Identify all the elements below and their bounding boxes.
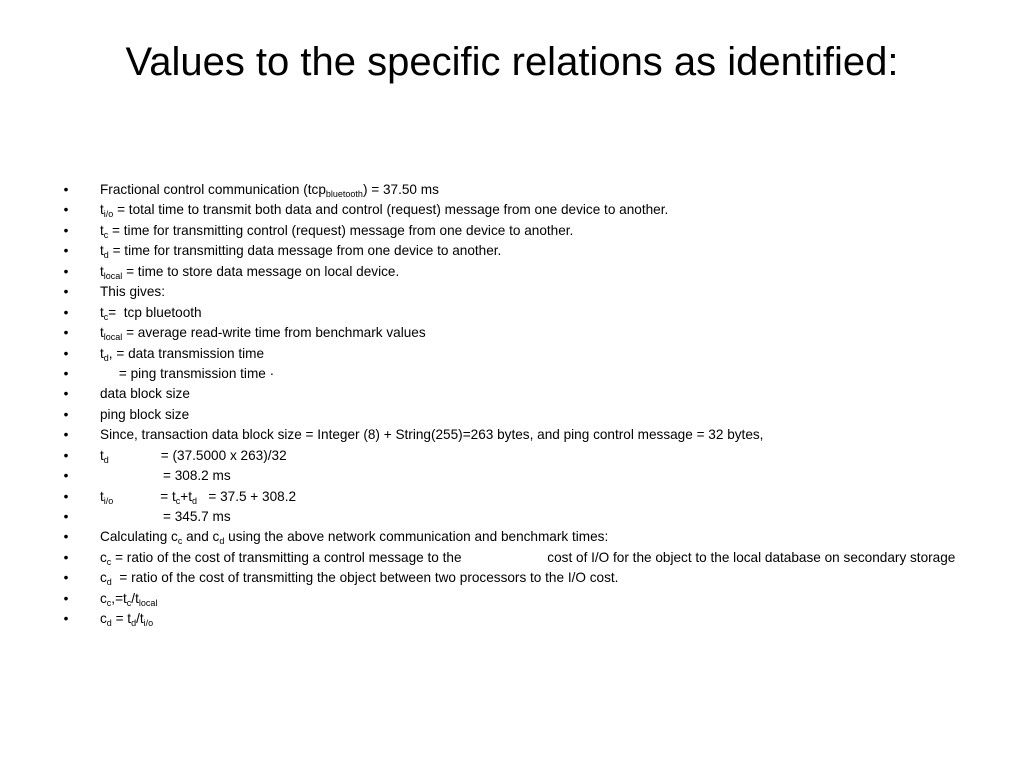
- bullet-icon: •: [63, 222, 69, 238]
- text-run: c: [100, 549, 107, 565]
- subscript: c: [126, 597, 132, 608]
- text-run: t: [100, 222, 104, 238]
- text-run: = ping transmission time ·: [100, 365, 275, 381]
- text-run: t: [100, 243, 104, 259]
- text-run: = average read-write time from benchmark values: [122, 325, 426, 341]
- item-text: [100, 488, 960, 505]
- text-run: and c: [182, 529, 220, 545]
- list-item: [60, 365, 960, 382]
- list-item: [60, 385, 960, 402]
- list-item: [60, 324, 960, 341]
- bullet-icon: •: [63, 447, 69, 463]
- subscript: d: [192, 495, 198, 506]
- text-run: = t: [160, 488, 176, 504]
- text-run: c: [100, 611, 107, 627]
- bullet-icon: •: [63, 365, 69, 381]
- item-text: [100, 222, 960, 239]
- text-run: +t: [180, 488, 193, 504]
- text-run: ) = 37.50 ms: [362, 182, 439, 197]
- subscript: c: [103, 311, 109, 322]
- bullet-icon: •: [63, 529, 69, 545]
- list-item: [60, 242, 960, 259]
- subscript: local: [103, 332, 123, 343]
- list-item: [60, 467, 960, 484]
- subscript: local: [138, 597, 158, 608]
- text-run: = time for transmitting data message from one device to another.: [108, 243, 502, 259]
- bullet-icon: •: [63, 182, 69, 197]
- subscript: d: [219, 536, 225, 547]
- item-text: [100, 283, 960, 300]
- slide-title: Values to the specific relations as identified:: [125, 40, 899, 84]
- list-item: [60, 610, 960, 627]
- text-run: /t: [136, 611, 144, 627]
- text-run: data block size: [100, 386, 190, 402]
- subscript: c: [177, 536, 183, 547]
- item-text: [100, 549, 960, 566]
- text-run: = ratio of the cost of transmitting the object between two processors to the I/O cost.: [111, 570, 619, 586]
- item-text: [100, 365, 960, 382]
- subscript: d: [106, 618, 112, 629]
- text-run: = time for transmitting control (request) message from one device to another.: [108, 222, 574, 238]
- item-text: [100, 508, 960, 525]
- text-run: = tcp bluetooth: [108, 304, 202, 320]
- text-run: using the above network communication and benchmark times:: [224, 529, 609, 545]
- bullet-icon: •: [63, 263, 69, 279]
- text-run: ,=t: [111, 590, 127, 606]
- text-run: c: [100, 570, 107, 586]
- text-run: This gives:: [100, 284, 165, 300]
- text-run: t: [100, 447, 104, 463]
- item-text: [100, 304, 960, 321]
- list-item: [60, 447, 960, 464]
- list-item: [60, 304, 960, 321]
- text-run: t: [100, 263, 104, 279]
- subscript: c: [175, 495, 181, 506]
- text-run: /t: [131, 590, 139, 606]
- item-text: [100, 426, 960, 443]
- text-run: = (37.5000 x 263)/32: [160, 447, 287, 463]
- item-text: [100, 610, 960, 627]
- text-run: t: [100, 345, 104, 361]
- item-text: [100, 590, 960, 607]
- text-run: t: [100, 304, 104, 320]
- bullet-icon: •: [63, 325, 69, 341]
- subscript: d: [103, 352, 109, 363]
- subscript: d: [103, 454, 109, 465]
- text-run: t: [100, 488, 104, 504]
- item-text: [100, 201, 960, 218]
- bullet-icon: •: [63, 386, 69, 402]
- list-item: [60, 345, 960, 362]
- bullet-icon: •: [63, 304, 69, 320]
- item-text: [100, 528, 960, 545]
- bullet-icon: •: [63, 570, 69, 586]
- text-run: cost of I/O for the object to the local database on secondary storage: [547, 549, 956, 565]
- bullet-icon: •: [63, 202, 69, 218]
- bullet-icon: •: [63, 488, 69, 504]
- item-text: [100, 447, 960, 464]
- list-item: [60, 201, 960, 218]
- list-item: [60, 263, 960, 280]
- text-run: Fractional control communication (tcp: [100, 182, 326, 197]
- item-text: [100, 345, 960, 362]
- text-run: t: [100, 325, 104, 341]
- subscript: c: [106, 597, 112, 608]
- item-text: [100, 324, 960, 341]
- list-item: [60, 528, 960, 545]
- bullet-icon: •: [63, 243, 69, 259]
- bullet-icon: •: [63, 590, 69, 606]
- text-run: = ratio of the cost of transmitting a control message to the: [111, 549, 466, 565]
- text-run: Calculating c: [100, 529, 178, 545]
- list-item: [60, 508, 960, 525]
- list-item: [60, 426, 960, 443]
- item-text: [100, 242, 960, 259]
- list-item: [60, 283, 960, 300]
- bullet-list: [60, 181, 960, 631]
- item-text: [100, 406, 960, 423]
- text-run: = time to store data message on local device.: [122, 263, 400, 279]
- text-run: = 345.7 ms: [163, 509, 231, 524]
- bullet-icon: •: [63, 611, 69, 627]
- text-run: = 37.5 + 308.2: [197, 488, 297, 504]
- item-text: [100, 263, 960, 280]
- subscript: i/o: [143, 618, 154, 629]
- subscript: c: [103, 229, 109, 240]
- bullet-icon: •: [63, 468, 69, 484]
- list-item: [60, 181, 960, 198]
- subscript: d: [103, 250, 109, 261]
- subscript: d: [106, 577, 112, 588]
- subscript: c: [106, 556, 112, 567]
- text-run: Since, transaction data block size = Integer (8) + String(255)=263 bytes, and ping control message = 32 bytes,: [100, 427, 764, 443]
- list-item: [60, 406, 960, 423]
- list-item: [60, 222, 960, 239]
- item-text: [100, 385, 960, 402]
- subscript: i/o: [103, 209, 114, 220]
- list-item: [60, 569, 960, 586]
- text-run: = 308.2 ms: [163, 468, 231, 484]
- list-item: [60, 549, 960, 566]
- text-run: = total time to transmit both data and control (request) message from one device to another.: [113, 202, 669, 218]
- text-run: t: [100, 202, 104, 218]
- list-item: [60, 590, 960, 607]
- item-text: [100, 569, 960, 586]
- text-run: ping block size: [100, 406, 190, 422]
- item-text: [100, 467, 960, 484]
- bullet-icon: •: [63, 345, 69, 361]
- bullet-icon: •: [63, 427, 69, 443]
- text-run: , = data transmission time: [108, 345, 265, 361]
- subscript: d: [131, 618, 137, 629]
- subscript: local: [103, 270, 123, 281]
- subscript: i/o: [103, 495, 114, 506]
- text-run: = t: [111, 611, 132, 627]
- bullet-icon: •: [63, 406, 69, 422]
- bullet-icon: •: [63, 549, 69, 565]
- bullet-icon: •: [63, 509, 69, 524]
- item-text: [100, 181, 960, 198]
- text-run: c: [100, 590, 107, 606]
- bullet-icon: •: [63, 284, 69, 300]
- subscript: bluetooth: [325, 189, 363, 199]
- list-item: [60, 488, 960, 505]
